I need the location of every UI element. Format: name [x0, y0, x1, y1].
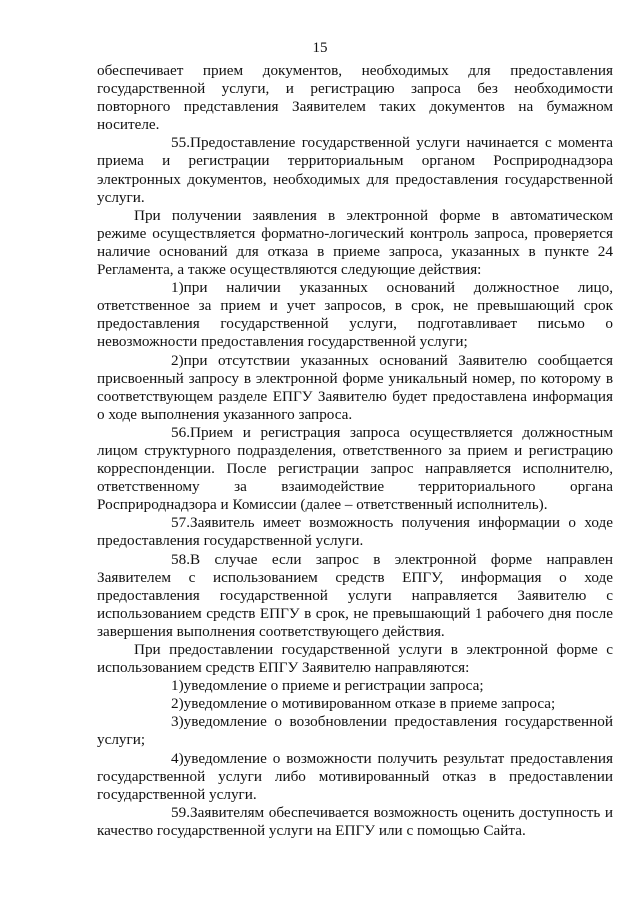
paragraph — [97, 62, 613, 134]
paragraph — [97, 279, 613, 351]
page-number: 15 — [312, 40, 328, 56]
paragraph — [97, 424, 613, 514]
paragraph-number: 57. — [171, 514, 190, 532]
paragraph-text: уведомление о приеме и регистрации запроса; — [183, 677, 484, 695]
paragraph-text: при наличии указанных оснований должностное лицо, ответственное за прием и учет запросов, в срок, не превышающий срок предоставления государственной услуги, подготавливает письмо о невозможности предоставления государственной услуги; — [97, 279, 613, 351]
paragraph-text: уведомление о возможности получить результат предоставления государственной услуги либо мотивированный отказ в предоставлении государственной услуги. — [97, 749, 613, 803]
paragraph-number: 58. — [171, 550, 190, 568]
body-text — [97, 62, 613, 840]
paragraph-number: 2) — [171, 695, 184, 713]
paragraph — [97, 804, 613, 840]
paragraph — [97, 551, 613, 641]
paragraph-number: 59. — [171, 803, 190, 821]
paragraph-text: при отсутствии указанных оснований Заявителю сообщается присвоенный запросу в электронной форме уникальный номер, по которому в соответствующем разделе ЕПГУ Заявителю будет предоставлена информация о ходе выполнения указанного запроса. — [97, 351, 613, 423]
paragraph-text: обеспечивает прием документов, необходимых для предоставления государственной услуги, и регистрацию запроса без необходимости повторного представления Заявителем таких документов на бумажном носителе. — [97, 62, 613, 134]
paragraph-number: 4) — [171, 749, 184, 767]
paragraph — [97, 750, 613, 804]
paragraph-number: 55. — [171, 134, 190, 152]
paragraph-number: 2) — [171, 351, 184, 369]
paragraph-number: 3) — [171, 713, 184, 731]
paragraph — [97, 713, 613, 749]
paragraph — [97, 134, 613, 206]
paragraph-text: При предоставлении государственной услуги в электронной форме с использованием средств ЕПГУ Заявителю направляются: — [97, 641, 613, 677]
paragraph-text: При получении заявления в электронной форме в автоматическом режиме осуществляется форматно-логический контроль запроса, проверяется наличие оснований для отказа в приеме запроса, указанных в пункте 24 Регламента, а также осуществляются следующие действия: — [97, 206, 613, 279]
paragraph — [97, 695, 613, 713]
paragraph-number: 1) — [171, 279, 184, 297]
paragraph — [97, 352, 613, 424]
paragraph — [97, 514, 613, 550]
paragraph-text: Заявителям обеспечивается возможность оценить доступность и качество государственной услуги на ЕПГУ или с помощью Сайта. — [97, 803, 613, 839]
paragraph — [97, 207, 613, 279]
paragraph-text: Прием и регистрация запроса осуществляется должностным лицом структурного подразделения, ответственного за прием и регистрацию корреспонденции. После регистрации запрос направляется исполнителю, ответственному за взаимодействие территориального органа Росприроднадзора и Комиссии (далее – ответственный исполнитель). — [97, 423, 613, 514]
paragraph — [97, 641, 613, 677]
paragraph-text: Заявитель имеет возможность получения информации о ходе предоставления государственной услуги. — [97, 514, 613, 550]
paragraph-number: 56. — [171, 423, 190, 441]
paragraph-text: Предоставление государственной услуги начинается с момента приема и регистрации территориальным органом Росприроднадзора электронных документов, необходимых для предоставления государственной услуги. — [97, 134, 613, 206]
paragraph — [97, 677, 613, 695]
paragraph-number: 1) — [171, 677, 184, 695]
paragraph-text: В случае если запрос в электронной форме направлен Заявителем с использованием средств ЕПГУ, информация о ходе предоставления государственной услуги направляется Заявителю с использованием средств ЕПГУ в срок, не превышающий 1 рабочего дня после завершения выполнения соответствующего действия. — [97, 550, 613, 640]
paragraph-text: уведомление о возобновлении предоставления государственной услуги; — [97, 713, 613, 749]
paragraph-text: уведомление о мотивированном отказе в приеме запроса; — [183, 695, 556, 713]
